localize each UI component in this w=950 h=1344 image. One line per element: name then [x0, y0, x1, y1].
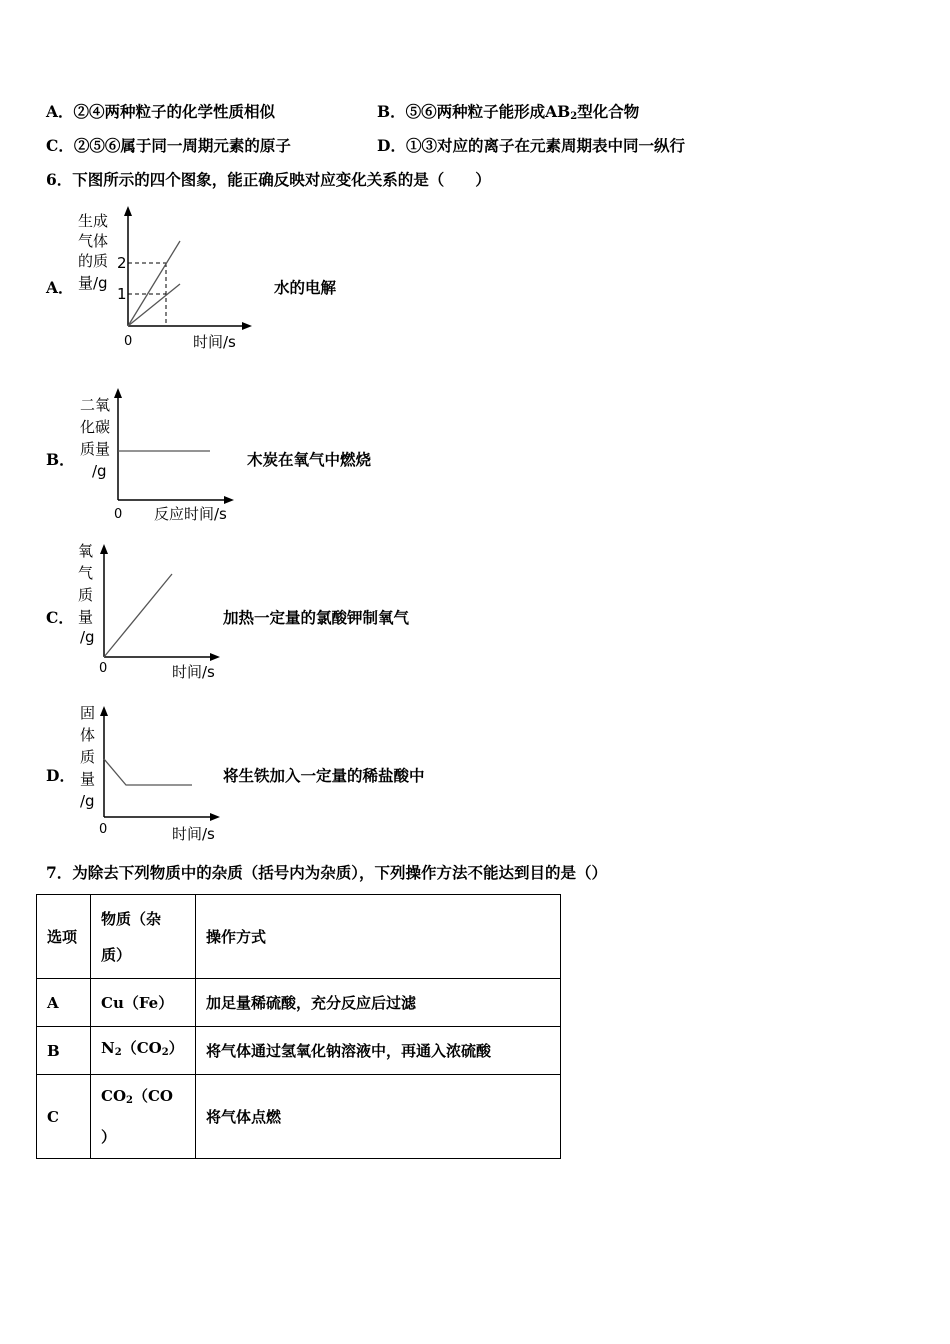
graph-d	[72, 696, 242, 846]
subscript: 2	[126, 1095, 133, 1106]
option-letter: D．	[377, 136, 406, 155]
row-substance	[91, 1075, 196, 1159]
ylabel-line: 体	[80, 726, 96, 744]
ylabel-line: 生成	[78, 212, 109, 230]
substance-text: ）	[168, 1039, 184, 1057]
origin-label: 0	[124, 334, 133, 349]
header-option: 选项	[37, 895, 91, 979]
subscript: 2	[570, 111, 578, 122]
oxygen-line	[128, 284, 180, 326]
graph-c-ylabel	[78, 542, 95, 646]
row-method: 加足量稀硫酸，充分反应后过滤	[196, 979, 561, 1027]
q6-option-b-letter: B．	[46, 450, 75, 469]
q7-stem: 7．为除去下列物质中的杂质（括号内为杂质），下列操作方法不能达到目的是（）	[46, 863, 608, 882]
graph-a-ylabel	[78, 212, 108, 292]
ylabel-line: 的质	[78, 252, 109, 270]
ylabel-line: 量	[80, 770, 96, 788]
header-substance	[91, 895, 196, 979]
q6-option-a-letter: A．	[46, 278, 74, 297]
q5-option-b	[377, 102, 639, 127]
xlabel: 反应时间/s	[154, 505, 227, 523]
table-row	[37, 1027, 561, 1075]
origin-label: 0	[99, 661, 108, 676]
substance-line1	[101, 1078, 185, 1119]
option-letter: A．	[46, 102, 74, 121]
subscript: 2	[161, 1047, 169, 1058]
header-substance-line1: 物质（杂	[101, 909, 162, 928]
header-substance-line2: 质）	[101, 945, 132, 964]
table-row	[37, 1075, 561, 1159]
ytick-2: 2	[117, 254, 127, 272]
graph-b	[76, 384, 256, 524]
xlabel: 时间/s	[172, 825, 215, 843]
ylabel-line: 质	[80, 748, 96, 766]
ylabel-line: /g	[80, 792, 95, 810]
header-method: 操作方式	[196, 895, 561, 979]
q6-stem: 6．下图所示的四个图象，能正确反映对应变化关系的是（ ）	[46, 170, 491, 189]
table-row	[37, 979, 561, 1027]
graph-a	[70, 200, 270, 360]
graph-b-ylabel	[80, 396, 110, 480]
ylabel-line: 量/g	[78, 274, 108, 292]
q5-option-a	[46, 102, 275, 122]
option-text: ①③对应的离子在元素周期表中同一纵行	[405, 136, 685, 155]
option-text: ⑤⑥两种粒子能形成AB	[405, 102, 571, 121]
q6-option-d-letter: D．	[46, 766, 75, 785]
substance-text: N	[101, 1039, 115, 1057]
table-header-row	[37, 895, 561, 979]
row-substance	[91, 1027, 196, 1075]
y-axis-arrow	[124, 206, 132, 216]
substance-text: （CO	[132, 1087, 173, 1105]
ylabel-line: 氧	[78, 542, 94, 560]
q5-option-d	[377, 136, 685, 156]
row-option: B	[37, 1027, 91, 1075]
q5-option-c	[46, 136, 291, 156]
q6-option-d-desc: 将生铁加入一定量的稀盐酸中	[223, 766, 425, 785]
ylabel-line: 量	[78, 608, 94, 626]
option-letter: C．	[46, 136, 74, 155]
y-axis-arrow	[100, 544, 108, 554]
ylabel-line: 气体	[78, 232, 109, 250]
xlabel: 时间/s	[193, 333, 236, 351]
graph-c	[72, 536, 242, 686]
x-axis-arrow	[224, 496, 234, 504]
x-axis-arrow	[210, 653, 220, 661]
ylabel-line: 质	[78, 586, 94, 604]
x-axis-arrow	[242, 322, 252, 330]
substance-line2: ）	[101, 1128, 117, 1146]
ylabel-line: 固	[80, 704, 96, 722]
substance-text: （CO	[121, 1039, 162, 1057]
ylabel-line: 质量	[80, 440, 111, 458]
ylabel-line: 二氧	[80, 396, 111, 414]
option-text: ②④两种粒子的化学性质相似	[73, 102, 276, 121]
ylabel-line: /g	[92, 462, 107, 480]
row-substance: Cu（Fe）	[91, 979, 196, 1027]
row-method: 将气体点燃	[196, 1075, 561, 1159]
option-text: ②⑤⑥属于同一周期元素的原子	[73, 136, 291, 155]
subscript: 2	[114, 1047, 122, 1058]
origin-label: 0	[114, 507, 123, 522]
q6-option-c-letter: C．	[46, 608, 74, 627]
x-axis-arrow	[210, 813, 220, 821]
q7-table	[36, 894, 561, 1159]
ytick-1: 1	[117, 285, 127, 303]
row-method: 将气体通过氢氧化钠溶液中，再通入浓硫酸	[196, 1027, 561, 1075]
graph-d-ylabel	[80, 704, 95, 810]
origin-label: 0	[99, 822, 108, 837]
y-axis-arrow	[100, 706, 108, 716]
solid-mass-line	[104, 759, 192, 785]
ylabel-line: 气	[78, 564, 94, 582]
row-option: A	[37, 979, 91, 1027]
q6-option-b-desc: 木炭在氧气中燃烧	[247, 450, 372, 469]
oxygen-mass-line	[104, 574, 172, 657]
q6-option-c-desc: 加热一定量的氯酸钾制氧气	[223, 608, 410, 627]
option-text-end: 型化合物	[577, 102, 640, 121]
row-option: C	[37, 1075, 91, 1159]
hydrogen-line	[128, 241, 180, 326]
ylabel-line: 化碳	[80, 418, 111, 436]
substance-text: CO	[101, 1087, 127, 1105]
option-letter: B．	[377, 102, 406, 121]
y-axis-arrow	[114, 388, 122, 398]
xlabel: 时间/s	[172, 663, 215, 681]
q6-option-a-desc: 水的电解	[274, 278, 337, 297]
ylabel-line: /g	[80, 628, 95, 646]
